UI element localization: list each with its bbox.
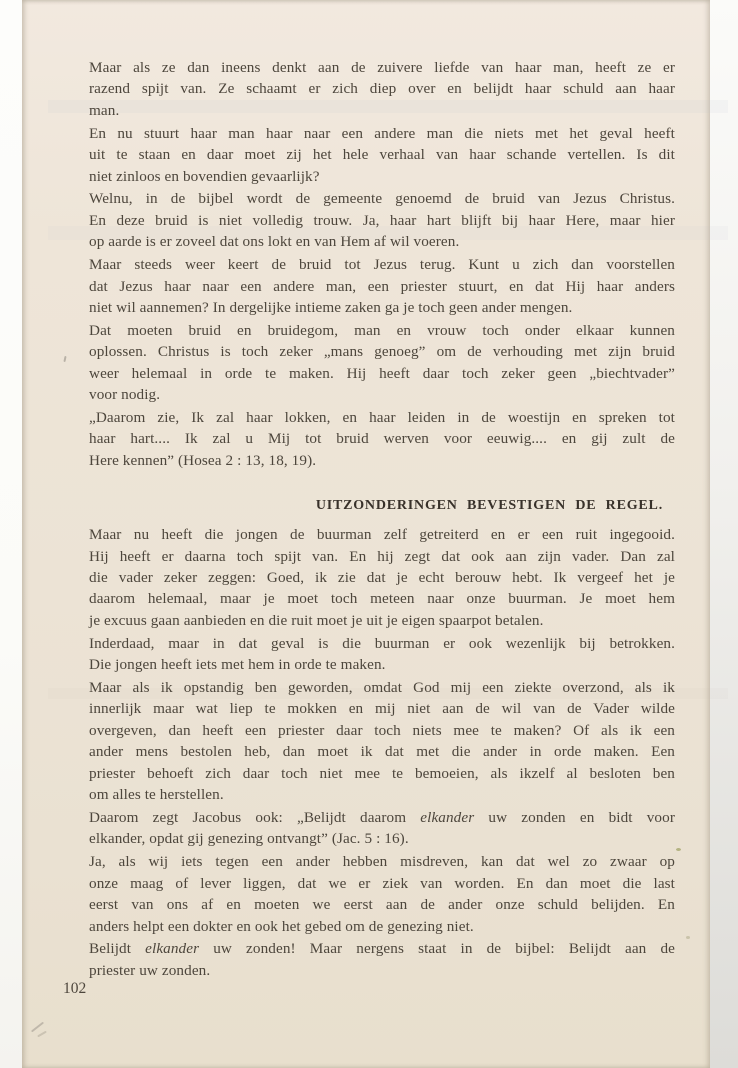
text-line: voor nodig.	[89, 386, 161, 404]
text-line: „Daarom zie, Ik zal haar lokken, en haar leiden in de woestijn en spreken tot	[89, 409, 675, 426]
text-line: En nu stuurt haar man haar naar een andere man die niets met het geval heeft	[89, 124, 675, 142]
paragraph	[89, 851, 675, 937]
text-line: uit te staan en daar moet zij het hele verhaal van haar schande vertellen. Is dit	[89, 146, 675, 164]
text-line: Maar nu heeft die jongen de buurman zelf getreiterd en er een ruit ingegooid.	[89, 526, 675, 544]
text-line: Inderdaad, maar in dat geval is die buurman er ook wezenlijk bij betrokken.	[89, 634, 675, 652]
paragraph	[89, 320, 675, 406]
text-line: Maar steeds weer keert de bruid tot Jezus terug. Kunt u zich dan voorstellen	[89, 256, 675, 274]
text-line: En deze bruid is niet volledig trouw. Ja, haar hart blijft bij haar Here, maar hier	[89, 211, 675, 229]
text-line: priester behoeft zich daar toch niet mee te bemoeien, als ikzelf al besloten ben	[89, 764, 675, 782]
text-line: Belijdt elkander uw zonden! Maar nergens staat in de bijbel: Belijdt aan de	[89, 940, 675, 958]
text-line: onze maag of lever liggen, dat we er ziek van worden. En dan moet die last	[89, 874, 675, 892]
text-line: dat Jezus haar naar een andere man, een priester stuurt, en dat Hij haar anders	[89, 277, 675, 295]
ink-speck	[686, 936, 690, 939]
text-line: niet wil aannemen? In dergelijke intieme zaken ga je toch geen ander mengen.	[89, 298, 573, 316]
text-line: razend spijt van. Ze schaamt er zich diep over en belijdt haar schuld aan haar	[89, 80, 675, 98]
text-line: ander mens bestolen heb, dan moet ik dat met die ander in orde maken. Een	[89, 743, 675, 761]
text-line: op aarde is er zoveel dat ons lokt en van Hem af wil voeren.	[89, 233, 460, 251]
paragraph	[89, 188, 675, 252]
paragraph	[89, 407, 675, 471]
text-line: Dat moeten bruid en bruidegom, man en vrouw toch onder elkaar kunnen	[89, 321, 675, 339]
paragraph	[89, 807, 675, 850]
text-line: Welnu, in de bijbel wordt de gemeente genoemd de bruid van Jezus Christus.	[89, 190, 675, 208]
text-line: niet zinloos en bovendien gevaarlijk?	[89, 167, 320, 185]
text-line: haar hart.... Ik zal u Mij tot bruid werven voor eeuwig.... en gij zult de	[89, 430, 675, 448]
paragraph	[89, 524, 675, 631]
text-line: Ja, als wij iets tegen een ander hebben misdreven, kan dat wel zo zwaar op	[89, 853, 675, 871]
text-line: oplossen. Christus is toch zeker „mans genoeg” om de verhouding met zijn bruid	[89, 343, 675, 361]
text-line: Here kennen” (Hosea 2 : 13, 18, 19).	[89, 451, 317, 469]
text-line: om alles te herstellen.	[89, 786, 224, 804]
paragraph	[89, 677, 675, 805]
text-line: Maar als ze dan ineens denkt aan de zuivere liefde van haar man, heeft ze er	[89, 59, 675, 76]
paragraph	[89, 123, 675, 187]
text-line: Maar als ik opstandig ben geworden, omdat God mij een ziekte overzond, als ik	[89, 679, 675, 697]
page-number: 102	[63, 980, 87, 997]
text-line: innerlijk maar wat liep te mokken en mij niet aan de wil van de Vader wilde	[89, 700, 675, 718]
text-line: man.	[89, 101, 120, 119]
paragraph	[89, 57, 675, 121]
text-line: anders helpt een dokter en ook het gebed om de genezing niet.	[89, 917, 474, 935]
text-line: daarom helemaal, maar je moet toch meteen naar onze buurman. Je moet hem	[89, 590, 675, 608]
text-line: weer helemaal in orde te maken. Hij heeft daar toch zeker geen „biechtvader”	[89, 364, 675, 382]
scanner-bed-right	[710, 0, 738, 1068]
paragraph	[89, 633, 675, 676]
text-line: die vader zeker zeggen: Goed, ik zie dat je echt berouw hebt. Ik vergeef het je	[89, 569, 675, 587]
paragraph	[89, 254, 675, 318]
text-line: Die jongen heeft iets met hem in orde te maken.	[89, 656, 386, 674]
scanner-bed-left	[0, 0, 22, 1068]
text-line: Hij heeft er daarna toch spijt van. En hij zegt dat ook aan zijn vader. Dan zal	[89, 547, 675, 565]
paragraph	[89, 938, 675, 981]
text-line: elkander, opdat gij genezing ontvangt” (Jac. 5 : 16).	[89, 830, 409, 848]
text-line: Daarom zegt Jacobus ook: „Belijdt daarom elkander uw zonden en bidt voor	[89, 809, 675, 826]
ink-speck	[676, 848, 681, 851]
section-heading: UITZONDERINGEN BEVESTIGEN DE REGEL.	[315, 498, 663, 514]
text-line: priester uw zonden.	[89, 961, 211, 979]
text-line: je excuus gaan aanbieden en die ruit moet je uit je eigen spaarpot betalen.	[89, 611, 544, 629]
text-block	[89, 57, 675, 983]
text-line: overgeven, dan heeft een priester daar toch niets mee te maken? Of als ik een	[89, 721, 675, 739]
text-line: eerst van ons af en moeten we eerst aan de ander onze schuld belijden. En	[89, 896, 675, 914]
